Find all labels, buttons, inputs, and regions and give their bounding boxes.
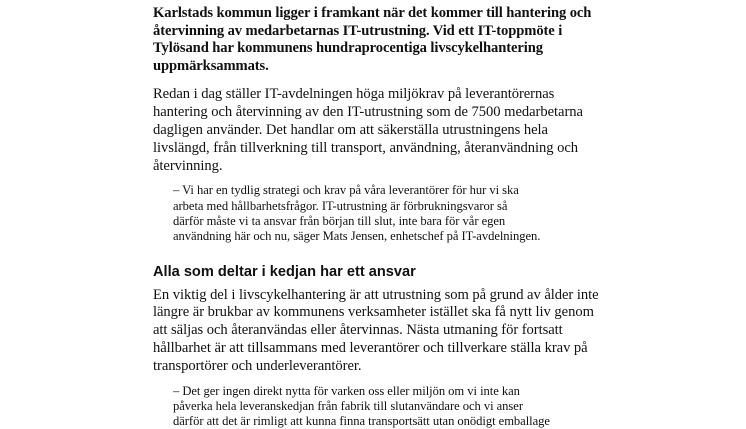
section-heading: Alla som deltar i kedjan har ett ansvar: [153, 263, 416, 280]
quote-paragraph-1: [153, 183, 623, 244]
quote-paragraph-2: [153, 384, 623, 429]
paragraph-line: En viktig del i livscykelhantering är att utrustning som på grund av ålder inte: [153, 286, 599, 303]
paragraph-line: hållbarhet är att tillsammans med leverantörer och tillverkare ställa krav på: [153, 339, 588, 356]
lead-line: återvinning av medarbetarnas IT-utrustning. Vid ett IT-toppmöte i: [153, 22, 563, 39]
quote-line: därför att det är rimligt att kunna finna transportsätt utan onödigt emballage: [173, 414, 550, 429]
paragraph-line: transportörer och underleverantörer.: [153, 357, 362, 374]
paragraph-line: Redan i dag ställer IT-avdelningen höga miljökrav på leverantörernas: [153, 86, 555, 103]
lead-paragraph: [153, 5, 623, 75]
document-page: [153, 0, 623, 429]
quote-line: – Det ger ingen direkt nytta för varken oss eller miljön om vi inte kan: [173, 383, 520, 398]
lead-line: Karlstads kommun ligger i framkant när det kommer till hantering och: [153, 5, 592, 21]
paragraph-line: hantering och återvinning av den IT-utrustning som de 7500 medarbetarna: [153, 104, 583, 121]
quote-line: arbeta med hållbarhetsfrågor. IT-utrustning är förbrukningsvaror så: [173, 198, 508, 213]
quote-line: påverka hela leveranskedjan från fabrik till slutanvändare och vi anser: [173, 398, 523, 413]
quote-line: – Vi har en tydlig strategi och krav på våra leverantörer för hur vi ska: [173, 183, 519, 198]
body-paragraph-1: [153, 86, 623, 175]
paragraph-line: dagligen använder. Det handlar om att säkerställa utrustningens hela: [153, 121, 548, 138]
quote-line: därför måste vi ta ansvar från början till slut, inte bara för vår egen: [173, 213, 506, 228]
paragraph-line: livslängd, från tillverkning till transport, användning, återanvändning och: [153, 139, 579, 156]
lead-line: uppmärksammats.: [153, 57, 269, 74]
lead-line: Tylösand har kommunens hundraprocentiga livscykelhantering: [153, 40, 543, 57]
body-paragraph-2: [153, 287, 623, 376]
quote-line: användning här och nu, säger Mats Jensen, enhetschef på IT-avdelningen.: [173, 229, 541, 244]
paragraph-line: återvinning.: [153, 157, 223, 174]
paragraph-line: längre är brukbar av kommunens verksamheter istället ska få nytt liv genom: [153, 304, 594, 321]
paragraph-line: att säljas och återanvändas eller återvinnas. Nästa utmaning för fortsatt: [153, 322, 563, 339]
